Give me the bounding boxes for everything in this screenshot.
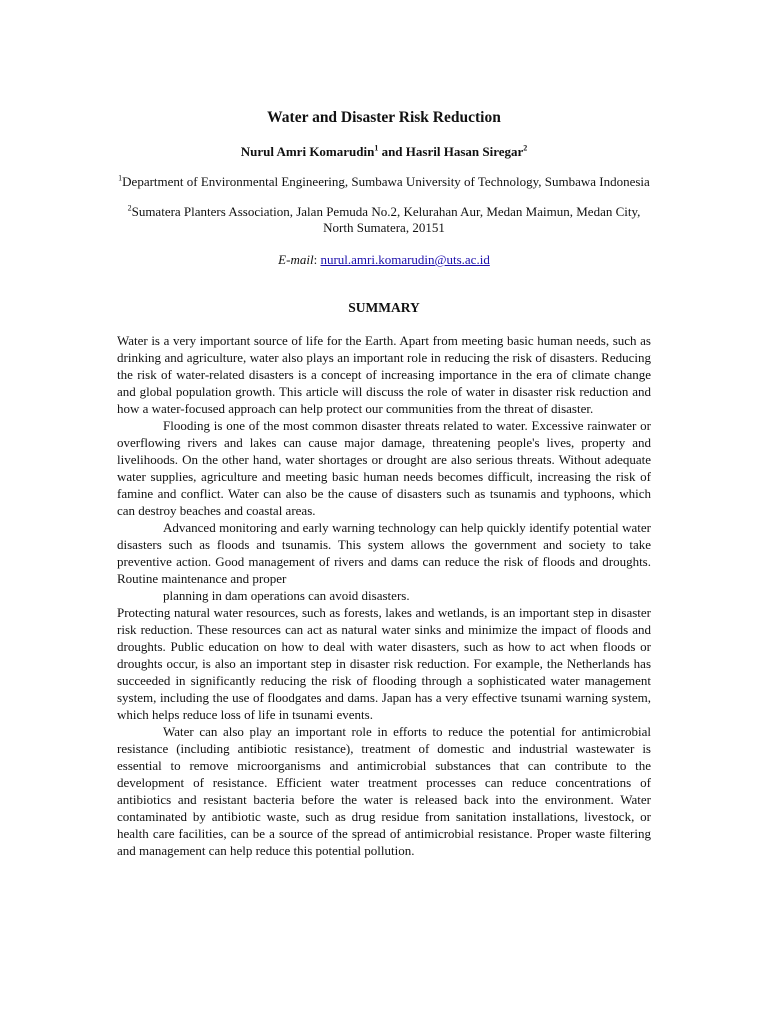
author-line	[0, 143, 768, 160]
paragraph-3-continuation: planning in dam operations can avoid disasters.	[163, 588, 410, 603]
document-title: Water and Disaster Risk Reduction	[267, 109, 501, 126]
paragraph-3: Advanced monitoring and early warning technology can help quickly identify potential water disasters such as floods and tsunamis. This system allows the government and society to take preventive action. Good management of rivers and dams can reduce the risk of floods and droughts. Routine maintenance and proper	[117, 520, 651, 586]
affiliation-2-text: Sumatera Planters Association, Jalan Pemuda No.2, Kelurahan Aur, Medan Maimun, Medan City, North Sumatera, 20151	[131, 204, 641, 235]
author-1-superscript: 1	[374, 143, 379, 153]
summary-heading: SUMMARY	[348, 300, 420, 315]
paragraph-1: Water is a very important source of life for the Earth. Apart from meeting basic human needs, such as drinking and agriculture, water also plays an important role in reducing the risk of disasters. Reducing the risk of water-related disasters is a concept of increasing importance in the era of climate change and global population growth. This article will discuss the role of water in disaster risk reduction and how a water-focused approach can help protect our communities from the threat of disaster.	[117, 333, 651, 416]
paragraph-5: Water can also play an important role in efforts to reduce the potential for antimicrobial resistance (including antibiotic resistance), treatment of domestic and industrial wastewater is essential to remove microorganisms and antimicrobial substances that can contribute to the development of resistance. Efficient water treatment processes can reduce concentrations of antibiotics and resistant bacteria before the water is released back into the environment. Water contaminated by antibiotic waste, such as drug residue from sanitation installations, livestock, or health care facilities, can be a source of the spread of antimicrobial resistance. Proper waste filtering and management can help reduce this potential pollution.	[117, 724, 651, 858]
paragraph-4: Protecting natural water resources, such as forests, lakes and wetlands, is an important step in disaster risk reduction. These resources can act as natural water sinks and minimize the impact of floods and droughts. Public education on how to deal with water disasters, such as how to act when floods or droughts occur, is also an important step in disaster risk reduction. For example, the Netherlands has succeeded in significantly reducing the risk of flooding through a sophisticated water management system, including the use of floodgates and dams. Japan has a very effective tsunami warning system, which helps reduce loss of life in tsunami events.	[117, 605, 651, 722]
affiliation-1-text: Department of Environmental Engineering, Sumbawa University of Technology, Sumbawa Indonesia	[122, 174, 650, 189]
author-conjunction: and	[378, 144, 406, 159]
author-1-name: Nurul Amri Komarudin	[240, 144, 375, 159]
paragraph-2: Flooding is one of the most common disaster threats related to water. Excessive rainwater or overflowing rivers and lakes can cause major damage, threatening people's lives, property and livelihoods. On the other hand, water shortages or drought are also serious threats. Without adequate water supplies, agriculture and meeting basic human needs becomes difficult, increasing the risk of famine and conflict. Water can also be the cause of disasters such as tsunamis and typhoons, which can destroy beaches and coastal areas.	[117, 418, 651, 518]
affiliation-2-superscript: 2	[127, 203, 132, 213]
affiliation-1	[118, 174, 650, 190]
email-label: E-mail	[278, 252, 314, 267]
affiliation-1-superscript: 1	[118, 173, 123, 183]
author-2-name: Hasril Hasan Siregar	[405, 144, 524, 159]
email-line	[0, 251, 768, 268]
author-2-superscript: 2	[523, 143, 528, 153]
summary-body	[117, 332, 651, 859]
affiliation-2	[118, 204, 650, 236]
email-link[interactable]: nurul.amri.komarudin@uts.ac.id	[320, 252, 490, 267]
email-separator: :	[313, 252, 321, 267]
